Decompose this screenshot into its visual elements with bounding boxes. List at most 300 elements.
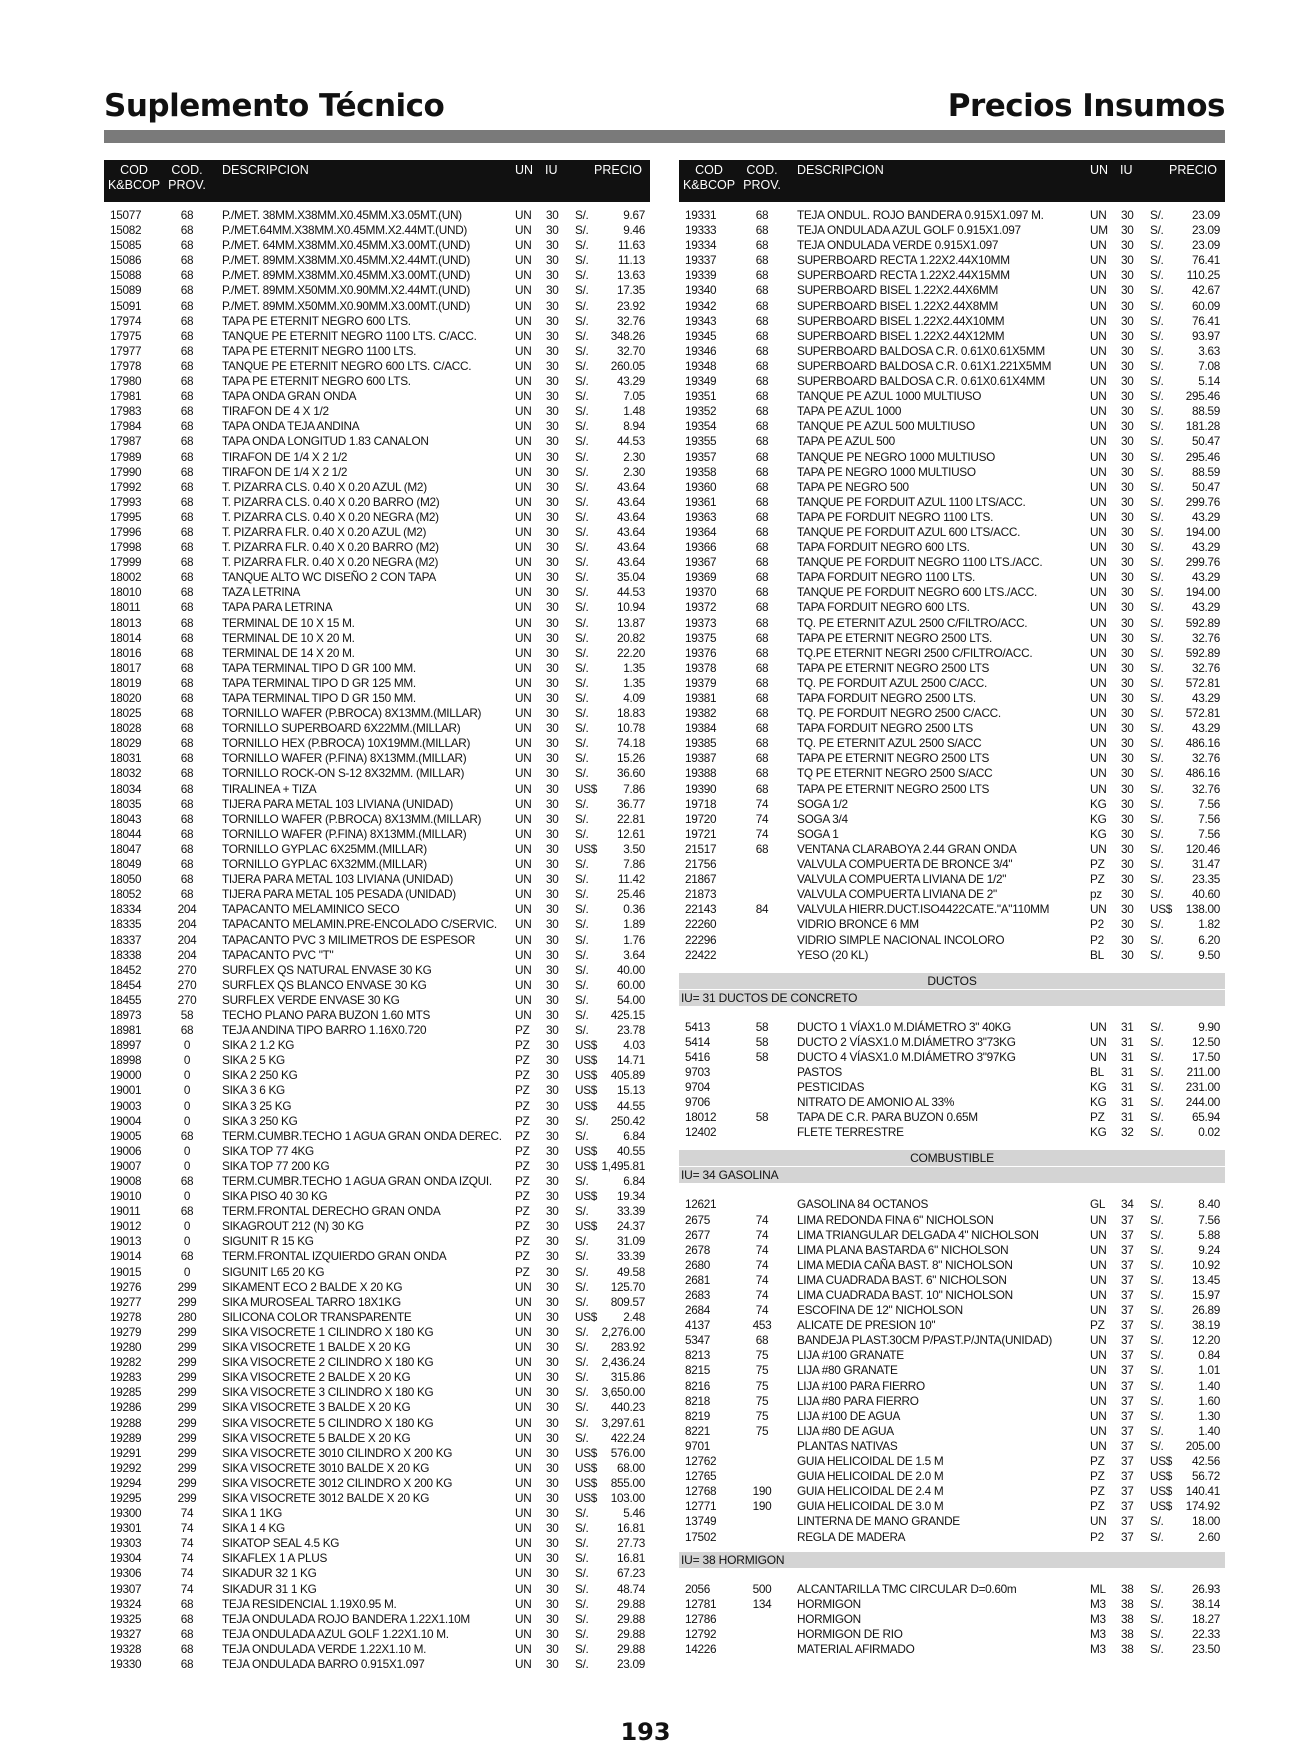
cell-cod: 12781 — [685, 1596, 717, 1611]
cell-cod: 17999 — [110, 555, 142, 570]
cell-desc: TEJA RESIDENCIAL 1.19X0.95 M. — [222, 1596, 397, 1611]
cell-cod: 18016 — [110, 645, 142, 660]
cell-prov: 84 — [755, 902, 769, 917]
cell-price: 231.00 — [1185, 1080, 1220, 1095]
cell-cod: 19331 — [685, 208, 717, 222]
cell-cod: 19388 — [685, 766, 717, 781]
cell-prov: 68 — [180, 208, 194, 222]
cell-currency: US$ — [575, 1309, 598, 1324]
cell-iu: 37 — [1121, 1363, 1134, 1378]
cell-un: UN — [515, 1596, 532, 1611]
cell-iu: 30 — [546, 1083, 559, 1098]
cell-price: 211.00 — [1186, 1064, 1220, 1079]
cell-iu: 30 — [1121, 343, 1134, 358]
cell-iu: 30 — [1121, 585, 1134, 600]
cell-un: M3 — [1090, 1626, 1106, 1641]
cell-iu: 37 — [1121, 1408, 1134, 1423]
cell-currency: S/. — [1150, 404, 1164, 419]
cell-un: PZ — [515, 1249, 530, 1264]
cell-prov: 0 — [183, 1038, 191, 1053]
cell-currency: S/. — [1150, 479, 1164, 494]
cell-un: UN — [1090, 706, 1107, 721]
cell-prov: 299 — [177, 1385, 197, 1400]
cell-desc: TANQUE PE FORDUIT NEGRO 1100 LTS./ACC. — [797, 555, 1043, 570]
cell-prov: 68 — [180, 1611, 194, 1626]
cell-price: 2.30 — [623, 449, 645, 464]
cell-desc: SIKA TOP 77 4KG — [222, 1143, 314, 1158]
cell-iu: 37 — [1121, 1423, 1134, 1438]
cell-desc: TIRAFON DE 1/4 X 2 1/2 — [222, 449, 348, 464]
cell-price: 348.26 — [610, 328, 645, 343]
cell-prov: 0 — [183, 1113, 191, 1128]
cell-cod: 19346 — [685, 343, 717, 358]
cell-currency: S/. — [1150, 615, 1164, 630]
cell-price: 32.76 — [1191, 630, 1220, 645]
cell-cod: 19327 — [110, 1626, 142, 1641]
cell-price: 440.23 — [610, 1400, 645, 1415]
cell-un: UN — [515, 977, 532, 992]
cell-iu: 37 — [1121, 1469, 1134, 1484]
cell-desc: SUPERBOARD BISEL 1.22X2.44X10MM — [797, 313, 1005, 328]
cell-un: P2 — [1090, 917, 1104, 932]
cell-price: 5.88 — [1198, 1227, 1220, 1242]
cell-prov: 204 — [177, 932, 197, 947]
table-row — [104, 1129, 650, 1144]
cell-price: 50.47 — [1191, 434, 1220, 449]
cell-currency: S/. — [1150, 600, 1164, 615]
cell-un: UN — [515, 857, 532, 872]
cell-prov: 299 — [177, 1355, 197, 1370]
cell-un: UN — [1090, 841, 1107, 856]
cell-currency: S/. — [575, 1355, 589, 1370]
cell-iu: 30 — [546, 1551, 559, 1566]
cell-iu: 30 — [1121, 751, 1134, 766]
cell-prov: 68 — [180, 1641, 194, 1656]
cell-cod: 19720 — [685, 811, 717, 826]
cell-currency: S/. — [1150, 585, 1164, 600]
cell-price: 174.92 — [1185, 1499, 1220, 1514]
cell-price: 9.46 — [623, 223, 645, 238]
cell-un: UN — [515, 509, 532, 524]
cell-iu: 37 — [1121, 1484, 1134, 1499]
cell-currency: S/. — [575, 343, 589, 358]
cell-cod: 21867 — [685, 872, 717, 887]
cell-un: UN — [1090, 1288, 1107, 1302]
cell-prov: 68 — [755, 419, 769, 434]
cell-iu: 30 — [1121, 374, 1134, 389]
table-row — [104, 751, 650, 766]
cell-un: UM — [1090, 223, 1108, 238]
cell-prov: 68 — [180, 374, 194, 389]
cell-desc: SIKA 2 250 KG — [222, 1068, 298, 1083]
section-subtitle: IU= 31 DUCTOS DE CONCRETO — [679, 990, 1225, 1006]
cell-prov: 68 — [180, 1249, 194, 1264]
cell-cod: 18034 — [110, 781, 142, 796]
cell-prov: 74 — [755, 796, 769, 811]
cell-desc: VALVULA HIERR.DUCT.ISO4422CATE."A"110MM — [797, 902, 1050, 917]
cell-iu: 30 — [1121, 223, 1134, 238]
cell-cod: 2056 — [685, 1581, 711, 1596]
cell-prov: 134 — [752, 1596, 772, 1611]
header-left-title: Suplemento Técnico — [104, 88, 445, 124]
cell-currency: US$ — [575, 1490, 598, 1505]
cell-cod: 8215 — [685, 1363, 711, 1378]
cell-cod: 18014 — [110, 630, 142, 645]
cell-un: UN — [1090, 540, 1107, 555]
cell-desc: SIGUNIT L65 20 KG — [222, 1264, 325, 1279]
cell-un: UN — [515, 1626, 532, 1641]
table-row — [679, 1484, 1225, 1499]
cell-desc: TERM.CUMBR.TECHO 1 AGUA GRAN ONDA IZQUI. — [222, 1174, 492, 1188]
cell-currency: S/. — [1150, 1596, 1164, 1611]
cell-currency: S/. — [575, 766, 589, 781]
cell-desc: TERMINAL DE 10 X 20 M. — [222, 630, 355, 645]
cell-cod: 18032 — [110, 766, 142, 781]
cell-cod: 12786 — [685, 1611, 717, 1626]
table-row — [104, 1204, 650, 1219]
cell-price: 110.25 — [1186, 268, 1220, 283]
cell-desc: TANQUE PE NEGRO 1000 MULTIUSO — [797, 449, 996, 464]
cell-price: 18.00 — [1191, 1514, 1220, 1529]
table-row — [679, 283, 1225, 298]
cell-price: 425.15 — [610, 1007, 645, 1022]
cell-desc: TEJA ANDINA TIPO BARRO 1.16X0.720 — [222, 1023, 427, 1038]
cell-prov: 299 — [177, 1430, 197, 1445]
table-row — [104, 1431, 650, 1446]
cell-prov: 299 — [177, 1279, 197, 1294]
cell-un: UN — [515, 1657, 532, 1671]
cell-un: KG — [1090, 1125, 1107, 1140]
cell-un: UN — [1090, 1333, 1107, 1348]
cell-desc: SIKADUR 32 1 KG — [222, 1566, 317, 1581]
cell-cod: 22422 — [685, 947, 717, 962]
cell-desc: NITRATO DE AMONIO AL 33% — [797, 1095, 955, 1110]
table-row — [679, 465, 1225, 480]
cell-desc: TAPA PE FORDUIT NEGRO 1100 LTS. — [797, 509, 994, 524]
cell-iu: 30 — [546, 464, 559, 479]
cell-iu: 38 — [1121, 1581, 1134, 1596]
cell-iu: 30 — [546, 675, 559, 690]
cell-desc: TAPA PARA LETRINA — [222, 600, 333, 615]
cell-cod: 18010 — [110, 585, 142, 600]
cell-iu: 30 — [546, 751, 559, 766]
cell-cod: 2677 — [685, 1227, 711, 1242]
table-row — [679, 570, 1225, 585]
cell-currency: S/. — [575, 298, 589, 313]
table-row — [679, 404, 1225, 419]
cell-iu: 38 — [1121, 1611, 1134, 1626]
cell-cod: 19306 — [110, 1566, 142, 1581]
cell-iu: 31 — [1121, 1064, 1134, 1079]
cell-un: UN — [1090, 1363, 1107, 1378]
cell-desc: LIMA MEDIA CAÑA BAST. 8" NICHOLSON — [797, 1257, 1013, 1272]
table-row — [679, 1303, 1225, 1318]
table-row — [679, 1273, 1225, 1288]
cell-currency: S/. — [1150, 1423, 1164, 1438]
cell-cod: 19006 — [110, 1143, 142, 1158]
table-row — [679, 948, 1225, 963]
cell-iu: 30 — [1121, 645, 1134, 660]
cell-currency: S/. — [1150, 675, 1164, 690]
cell-cod: 19381 — [685, 691, 717, 705]
cell-price: 7.86 — [623, 857, 645, 872]
cell-desc: TAPA PE ETERNIT NEGRO 600 LTS. — [222, 313, 411, 328]
cell-price: 68.00 — [616, 1460, 645, 1475]
cell-currency: S/. — [575, 1506, 589, 1521]
table-row — [104, 917, 650, 932]
table-row — [104, 223, 650, 238]
table-row — [679, 1394, 1225, 1409]
cell-price: 140.41 — [1185, 1484, 1220, 1499]
table-row — [104, 525, 650, 540]
cell-price: 23.09 — [1191, 208, 1220, 222]
header-divider-bar — [104, 130, 1225, 143]
cell-currency: S/. — [1150, 509, 1164, 524]
cell-currency: S/. — [575, 887, 589, 902]
cell-iu: 30 — [546, 283, 559, 298]
cell-price: 50.47 — [1191, 479, 1220, 494]
table-row — [679, 827, 1225, 842]
cell-prov: 75 — [755, 1408, 769, 1423]
cell-currency: S/. — [1150, 389, 1164, 404]
cell-cod: 5416 — [685, 1049, 711, 1064]
cell-currency: S/. — [1150, 826, 1164, 841]
cell-cod: 19373 — [685, 615, 717, 630]
table-row — [679, 1469, 1225, 1484]
cell-prov: 68 — [755, 630, 769, 645]
cell-currency: S/. — [575, 283, 589, 298]
cell-price: 1.40 — [1198, 1423, 1220, 1438]
cell-iu: 30 — [1121, 253, 1134, 268]
cell-cod: 19000 — [110, 1068, 142, 1083]
table-row — [104, 434, 650, 449]
cell-currency: S/. — [575, 1385, 589, 1400]
table-row — [104, 253, 650, 268]
cell-cod: 2681 — [685, 1272, 711, 1287]
cell-desc: HORMIGON DE RIO — [797, 1626, 903, 1641]
table-row — [679, 555, 1225, 570]
cell-un: UN — [515, 962, 532, 977]
cell-prov: 68 — [755, 600, 769, 615]
table-row — [679, 631, 1225, 646]
cell-currency: S/. — [1150, 1257, 1164, 1272]
cell-desc: TANQUE PE AZUL 1000 MULTIUSO — [797, 389, 982, 404]
cell-currency: S/. — [575, 600, 589, 615]
cell-currency: S/. — [575, 389, 589, 404]
cell-prov: 68 — [755, 766, 769, 781]
cell-desc: SURFLEX QS NATURAL ENVASE 30 KG — [222, 962, 432, 977]
cell-iu: 30 — [546, 1385, 559, 1400]
table-row — [679, 1110, 1225, 1125]
cell-price: 572.81 — [1185, 706, 1220, 721]
cell-iu: 30 — [546, 872, 559, 887]
cell-price: 16.81 — [616, 1521, 645, 1536]
cell-un: UN — [1090, 343, 1107, 358]
cell-cod: 9706 — [685, 1095, 711, 1110]
cell-un: UN — [1090, 1257, 1107, 1272]
cell-price: 43.64 — [616, 540, 645, 555]
table-row — [104, 1265, 650, 1280]
cell-desc: TEJA ONDULADA VERDE 1.22X1.10 M. — [222, 1641, 427, 1656]
cell-cod: 19280 — [110, 1340, 142, 1355]
cell-iu: 37 — [1121, 1499, 1134, 1514]
cell-desc: TEJA ONDULADA ROJO BANDERA 1.22X1.10M — [222, 1611, 470, 1626]
cell-cod: 17978 — [110, 358, 142, 373]
table-row — [679, 510, 1225, 525]
cell-prov: 299 — [177, 1324, 197, 1339]
cell-iu: 30 — [546, 404, 559, 419]
cell-currency: S/. — [1150, 1272, 1164, 1287]
cell-desc: GUIA HELICOIDAL DE 3.0 M — [797, 1499, 944, 1514]
cell-un: UN — [515, 766, 532, 781]
cell-currency: S/. — [575, 1400, 589, 1415]
cell-cod: 19361 — [685, 494, 717, 509]
cell-price: 10.92 — [1191, 1257, 1220, 1272]
cell-cod: 4137 — [685, 1318, 711, 1333]
cell-iu: 30 — [1121, 434, 1134, 449]
cell-cod: 17996 — [110, 524, 142, 539]
cell-prov: 0 — [183, 1264, 191, 1279]
cell-iu: 30 — [1121, 615, 1134, 630]
cell-price: 23.50 — [1191, 1641, 1220, 1656]
cell-currency: S/. — [575, 1023, 589, 1038]
cell-currency: S/. — [575, 630, 589, 645]
cell-iu: 30 — [546, 1460, 559, 1475]
cell-desc: TQ. PE ETERNIT AZUL 2500 C/FILTRO/ACC. — [797, 615, 1028, 630]
cell-un: UN — [515, 1355, 532, 1370]
table-row — [679, 751, 1225, 766]
cell-currency: S/. — [575, 932, 589, 947]
cell-currency: S/. — [575, 1370, 589, 1385]
cell-cod: 18998 — [110, 1053, 142, 1068]
cell-price: 422.24 — [610, 1430, 645, 1445]
table-row — [679, 359, 1225, 374]
cell-price: 18.83 — [616, 706, 645, 721]
section-title: DUCTOS — [679, 973, 1225, 989]
cell-cod: 19354 — [685, 419, 717, 434]
cell-un: UN — [515, 751, 532, 766]
cell-un: UN — [515, 781, 532, 796]
cell-price: 33.39 — [616, 1204, 645, 1219]
cell-price: 93.97 — [1191, 328, 1220, 343]
cell-desc: TAPA PE AZUL 500 — [797, 434, 895, 449]
cell-prov: 68 — [180, 887, 194, 902]
cell-iu: 30 — [546, 223, 559, 238]
cell-un: PZ — [515, 1068, 530, 1083]
cell-desc: VIDRIO SIMPLE NACIONAL INCOLORO — [797, 932, 1005, 947]
cell-prov: 68 — [755, 555, 769, 570]
cell-cod: 19360 — [685, 479, 717, 494]
cell-desc: VALVULA COMPUERTA LIVIANA DE 2" — [797, 887, 997, 902]
cell-un: PZ — [1090, 1454, 1105, 1469]
cell-desc: SUPERBOARD BALDOSA C.R. 0.61X0.61X5MM — [797, 343, 1045, 358]
cell-cod: 19328 — [110, 1641, 142, 1656]
table-row — [104, 1234, 650, 1249]
cell-currency: S/. — [1150, 464, 1164, 479]
table-row — [104, 359, 650, 374]
table-row — [104, 933, 650, 948]
cell-currency: S/. — [1150, 1125, 1164, 1140]
cell-price: 65.94 — [1191, 1110, 1220, 1125]
cell-desc: TIJERA PARA METAL 105 PESADA (UNIDAD) — [222, 887, 456, 902]
cell-desc: TAPACANTO MELAMIN.PRE-ENCOLADO C/SERVIC. — [222, 917, 497, 932]
cell-prov: 68 — [180, 404, 194, 419]
cell-price: 43.64 — [616, 509, 645, 524]
cell-price: 49.58 — [616, 1264, 645, 1279]
cell-price: 592.89 — [1185, 645, 1220, 660]
cell-currency: US$ — [575, 1068, 598, 1083]
cell-currency: S/. — [575, 1657, 589, 1671]
cell-prov: 68 — [755, 283, 769, 298]
cell-un: UN — [515, 328, 532, 343]
cell-un: PZ — [1090, 1499, 1105, 1514]
cell-price: 7.56 — [1198, 796, 1220, 811]
cell-cod: 12771 — [685, 1499, 717, 1514]
cell-prov: 74 — [755, 1303, 769, 1318]
cell-un: UN — [1090, 298, 1107, 313]
cell-prov: 68 — [180, 1128, 194, 1143]
cell-prov: 74 — [180, 1536, 194, 1551]
cell-un: UN — [1090, 479, 1107, 494]
cell-desc: SIKA 2 5 KG — [222, 1053, 285, 1068]
cell-iu: 30 — [546, 1506, 559, 1521]
cell-prov: 75 — [755, 1423, 769, 1438]
cell-iu: 30 — [546, 358, 559, 373]
cell-prov: 68 — [180, 343, 194, 358]
cell-currency: US$ — [575, 1053, 598, 1068]
cell-cod: 19010 — [110, 1189, 142, 1204]
cell-un: UN — [515, 932, 532, 947]
cell-price: 29.88 — [616, 1641, 645, 1656]
cell-price: 4.09 — [623, 691, 645, 705]
cell-un: UN — [1090, 253, 1107, 268]
cell-cod: 17983 — [110, 404, 142, 419]
cell-cod: 19358 — [685, 464, 717, 479]
cell-prov: 68 — [755, 313, 769, 328]
cell-currency: S/. — [1150, 932, 1164, 947]
cell-un: UN — [515, 1641, 532, 1656]
cell-un: PZ — [515, 1264, 530, 1279]
table-row — [104, 465, 650, 480]
cell-un: UN — [1090, 585, 1107, 600]
cell-desc: T. PIZARRA CLS. 0.40 X 0.20 AZUL (M2) — [222, 479, 427, 494]
cell-cod: 15077 — [110, 208, 142, 222]
cell-desc: T. PIZARRA FLR. 0.40 X 0.20 NEGRA (M2) — [222, 555, 439, 570]
cell-price: 3,650.00 — [601, 1385, 645, 1400]
cell-cod: 8216 — [685, 1378, 711, 1393]
cell-un: UN — [515, 570, 532, 585]
table-row — [104, 993, 650, 1008]
cell-iu: 37 — [1121, 1378, 1134, 1393]
cell-iu: 30 — [546, 1611, 559, 1626]
table-row — [104, 1340, 650, 1355]
cell-price: 42.56 — [1191, 1454, 1220, 1469]
table-row — [104, 1249, 650, 1264]
cell-desc: LIMA CUADRADA BAST. 10" NICHOLSON — [797, 1288, 1013, 1302]
cell-desc: TAPA TERMINAL TIPO D GR 100 MM. — [222, 660, 416, 675]
cell-iu: 30 — [546, 570, 559, 585]
cell-price: 43.64 — [616, 555, 645, 570]
cell-cod: 17998 — [110, 540, 142, 555]
cell-cod: 19363 — [685, 509, 717, 524]
cell-currency: S/. — [575, 1581, 589, 1596]
cell-desc: TQ.PE ETERNIT NEGRI 2500 C/FILTRO/ACC. — [797, 645, 1033, 660]
cell-price: 103.00 — [610, 1490, 645, 1505]
cell-cod: 19357 — [685, 449, 717, 464]
cell-cod: 17990 — [110, 464, 142, 479]
cell-cod: 19301 — [110, 1521, 142, 1536]
cell-un: UN — [1090, 555, 1107, 570]
